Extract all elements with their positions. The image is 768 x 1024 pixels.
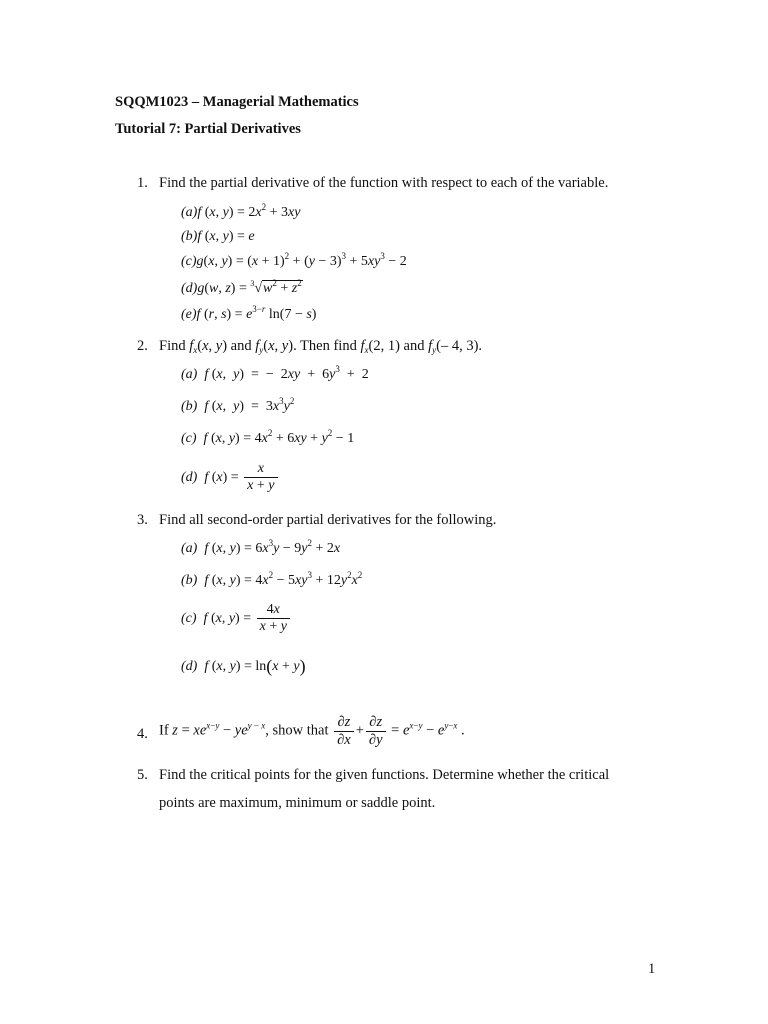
q1-text: Find the partial derivative of the function with respect to each of the variable. [159, 175, 609, 191]
q5-text-line1: Find the critical points for the given functions. Determine whether the critical [159, 767, 610, 783]
page-number: 1 [648, 961, 656, 977]
q1d-equation: (d)g(w, $z) = ^3√w^2 + z^2$ [181, 278, 302, 296]
q3b-label: (b) [181, 573, 198, 588]
q1e-equation: (e)f (r, $s) = e^{3-r}$ ln(7 − s) [181, 304, 317, 322]
q1b-label: (b) [181, 229, 198, 244]
q1b-equation: (b)f (x, y) = e [181, 229, 255, 244]
q3a-label: (a) [181, 541, 198, 556]
q1a-equation: (a)f (x, $y) = 2x^2 + 3xy$ [181, 202, 301, 220]
q1-number: 1. [137, 175, 148, 191]
q1c-equation: (c)g(x, $y) = (x + 1)^2 + (y - 3)^3 + 5xy^3 - 2$ [181, 251, 407, 269]
q3c-label: (c) [181, 610, 197, 626]
q2b-label: (b) [181, 399, 198, 414]
q2d-label: (d) [181, 469, 198, 485]
q2c-equation: (c) f (x, $y) = 4x^2 + 6xy + y^2 - 1$ [181, 428, 355, 446]
q1e-label: (e) [181, 307, 197, 322]
q2c-label: (c) [181, 431, 197, 446]
q5-number: 5. [137, 767, 148, 783]
q3c-equation: (c) f (x, y) = $\frac{4x}{x + y}$ [181, 602, 292, 635]
tutorial-title: Tutorial 7: Partial Derivatives [115, 121, 301, 137]
q1c-label: (c) [181, 254, 197, 269]
q3-text: Find all second-order partial derivatives for the following. [159, 512, 497, 528]
q2-number: 2. [137, 338, 148, 354]
q2d-equation: (d) f (x) = $\frac{x}{x + y}$ [181, 461, 280, 494]
q3d-label: (d) [181, 659, 198, 674]
q2a-label: (a) [181, 367, 198, 382]
course-title: SQQM1023 – Managerial Mathematics [115, 94, 359, 110]
q3a-equation: (a) f (x, $y) = 6x^3y - 9y^2 + 2x$ [181, 538, 341, 556]
q2-text: Find $f_x(x$, y) and $f_y(x$, y). Then find $f_x(2$, 1) and $f_y(-$ 4, 3). [159, 338, 483, 355]
q4-number: 4. [137, 726, 148, 742]
q3d-equation: (d) f (x, y) = ln(x + y) [181, 656, 306, 676]
q5-text-line2: points are maximum, minimum or saddle point. [159, 795, 436, 811]
q4-text: If $z = xe^{x-y} - ye^{y - x}$, show that $\frac{\partial z}{\partial x}$ + $\frac{\partial z}{\partial y}$ = $e^{x-y} - e^{y-x}$ . [159, 714, 465, 748]
q3b-equation: (b) f (x, $y) = 4x^2 - 5xy^3 + 12y^2x^2$ [181, 570, 363, 588]
q2a-equation: (a) f (x, y) = − $2xy + 6y^3 + 2$ [181, 364, 369, 382]
q1d-label: (d) [181, 281, 198, 296]
q2b-equation: (b) f (x, $y) = 3x^3y^2$ [181, 396, 295, 414]
q3-number: 3. [137, 512, 148, 528]
q1a-label: (a) [181, 205, 198, 220]
